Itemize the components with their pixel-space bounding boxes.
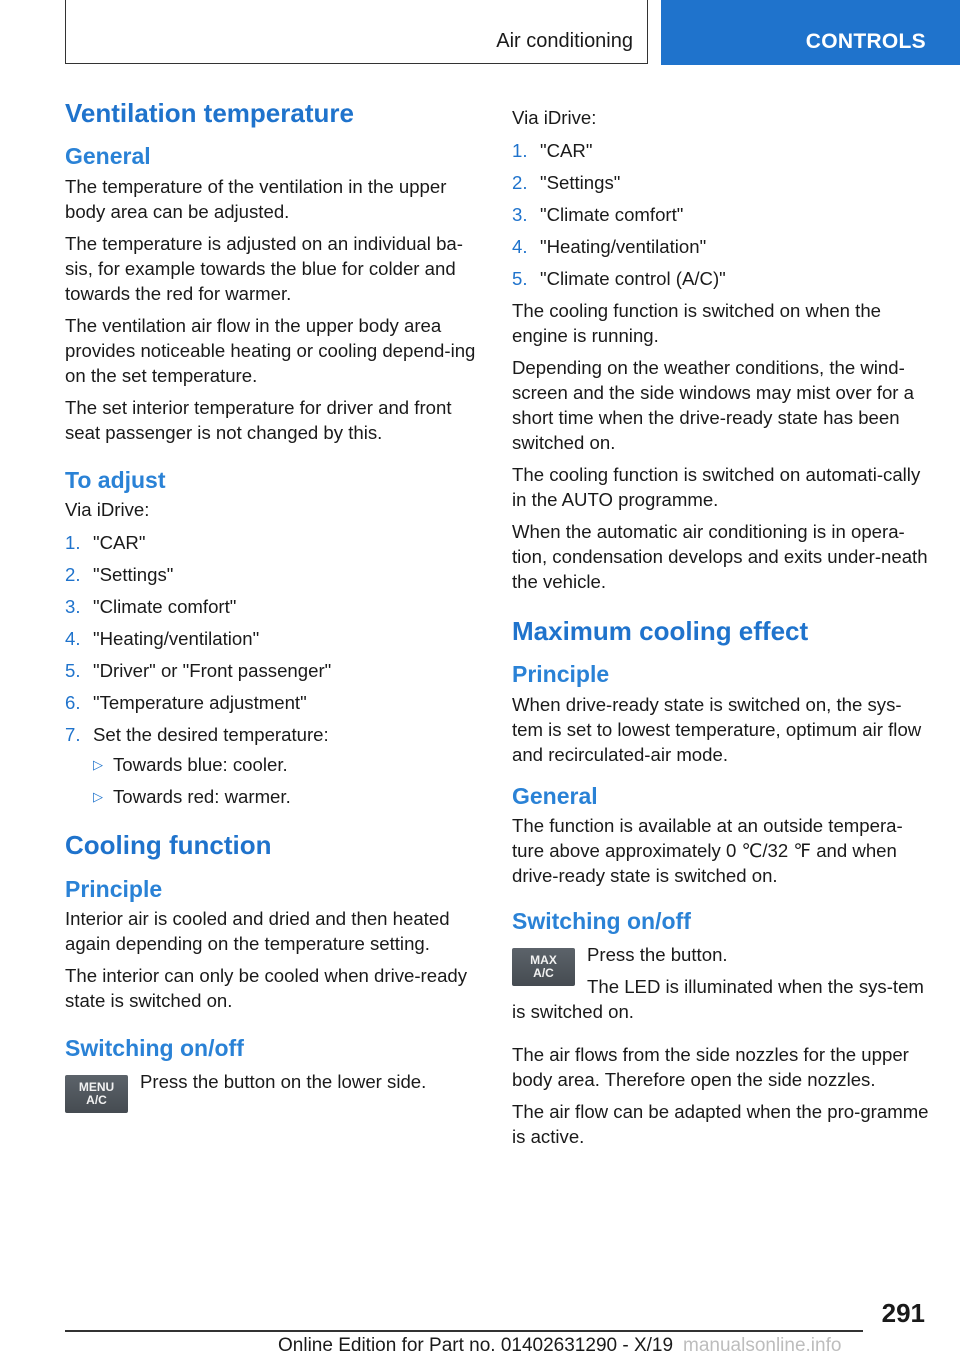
- list-item: 3. "Climate comfort": [65, 596, 237, 618]
- section-title: Air conditioning: [496, 30, 633, 52]
- list-item: 7. Set the desired temperature: ▷ Towards blue: cooler. ▷ Towards red: warmer.: [65, 722, 485, 816]
- paragraph: When drive-ready state is switched on, the sys-tem is set to lowest temperature, optimum air flow and recirculated-air mode.: [512, 693, 922, 765]
- paragraph: The interior can only be cooled when drive-ready state is switched on.: [65, 965, 468, 1012]
- paragraph: The set interior temperature for driver and front seat passenger is not changed by this.: [65, 396, 452, 443]
- paragraph: The air flow can be adapted when the pro-gramme is active.: [512, 1100, 929, 1147]
- cooling-steps-list: [512, 138, 930, 291]
- list-item: 1. "CAR": [512, 140, 593, 161]
- cooling-function-heading: Cooling function: [65, 830, 272, 861]
- header-section-box: [65, 0, 648, 64]
- paragraph: The temperature is adjusted on an individual ba-sis, for example towards the blue for colder and towards the red for warmer.: [65, 232, 463, 304]
- paragraph: Interior air is cooled and dried and then heated again depending on the temperature setting.: [65, 908, 450, 955]
- paragraph: Press the button.: [587, 943, 728, 965]
- to-adjust-heading: To adjust: [65, 466, 166, 493]
- via-idrive-label: Via iDrive:: [65, 499, 150, 521]
- list-item: 5. "Driver" or "Front passenger": [65, 660, 332, 682]
- principle-heading: Principle: [65, 875, 163, 902]
- left-column: [65, 98, 485, 1113]
- footer-edition-text: Online Edition for Part no. 01402631290 - X/19: [278, 1335, 674, 1356]
- general-heading: General: [512, 782, 598, 809]
- paragraph: Depending on the weather conditions, the wind-screen and the side windows may mist over for a short time when the drive-ready state has been switched on.: [512, 357, 915, 453]
- paragraph: The ventilation air flow in the upper body area provides noticeable heating or cooling depend-ing on the set temperature.: [65, 314, 476, 386]
- temperature-sublist: [65, 752, 485, 816]
- adjust-steps-list: [65, 530, 485, 816]
- paragraph: The air flows from the side nozzles for the upper body area. Therefore open the side nozzles.: [512, 1043, 909, 1090]
- menu-ac-instruction: [65, 1069, 485, 1113]
- via-idrive-label: Via iDrive:: [512, 107, 597, 128]
- list-item: ▷ Towards red: warmer.: [93, 786, 291, 808]
- paragraph: The function is available at an outside tempera-ture above approximately 0 ℃/32 ℉ and when drive-ready state is switched on.: [512, 815, 903, 887]
- triangle-bullet-icon: ▷: [93, 789, 103, 805]
- list-item: 4. "Heating/ventilation": [512, 236, 707, 257]
- paragraph: The LED is illuminated when the sys-tem is switched on.: [512, 975, 924, 1022]
- principle-heading: Principle: [512, 661, 610, 688]
- max-ac-button-icon: MAX A/C: [512, 948, 575, 986]
- page-number: 291: [881, 1298, 925, 1328]
- chapter-tab-label: CONTROLS: [805, 30, 926, 53]
- paragraph: The cooling function is switched on when the engine is running.: [512, 300, 881, 346]
- max-ac-instruction: [512, 942, 930, 1024]
- maximum-cooling-heading: Maximum cooling effect: [512, 616, 809, 646]
- paragraph: The cooling function is switched on automati-cally in the AUTO programme.: [512, 464, 921, 510]
- paragraph: The temperature of the ventilation in the upper body area can be adjusted.: [65, 175, 447, 222]
- list-item: 2. "Settings": [65, 564, 174, 586]
- list-item: ▷ Towards blue: cooler.: [93, 754, 288, 776]
- triangle-bullet-icon: ▷: [93, 757, 103, 773]
- ventilation-temperature-heading: Ventilation temperature: [65, 98, 354, 128]
- list-item: 6. "Temperature adjustment": [65, 692, 307, 714]
- switching-on-off-heading: Switching on/off: [512, 908, 691, 935]
- paragraph: Press the button on the lower side.: [140, 1070, 427, 1092]
- footer-divider: [65, 1330, 863, 1332]
- footer-watermark: manualsonline.info: [683, 1335, 842, 1356]
- header-tab: [661, 0, 960, 65]
- paragraph: When the automatic air conditioning is in opera-tion, condensation develops and exits under-neath the vehicle.: [512, 521, 928, 592]
- general-heading: General: [65, 143, 151, 170]
- menu-ac-button-icon: MENU A/C: [65, 1075, 128, 1113]
- switching-on-off-heading: Switching on/off: [65, 1035, 244, 1062]
- list-item: 3. "Climate comfort": [512, 204, 684, 225]
- list-item: 4. "Heating/ventilation": [65, 628, 260, 650]
- list-item: 5. "Climate control (A/C)": [512, 268, 726, 289]
- right-column: [512, 105, 930, 1149]
- list-item: 2. "Settings": [512, 172, 621, 193]
- list-item: 1. "CAR": [65, 532, 146, 554]
